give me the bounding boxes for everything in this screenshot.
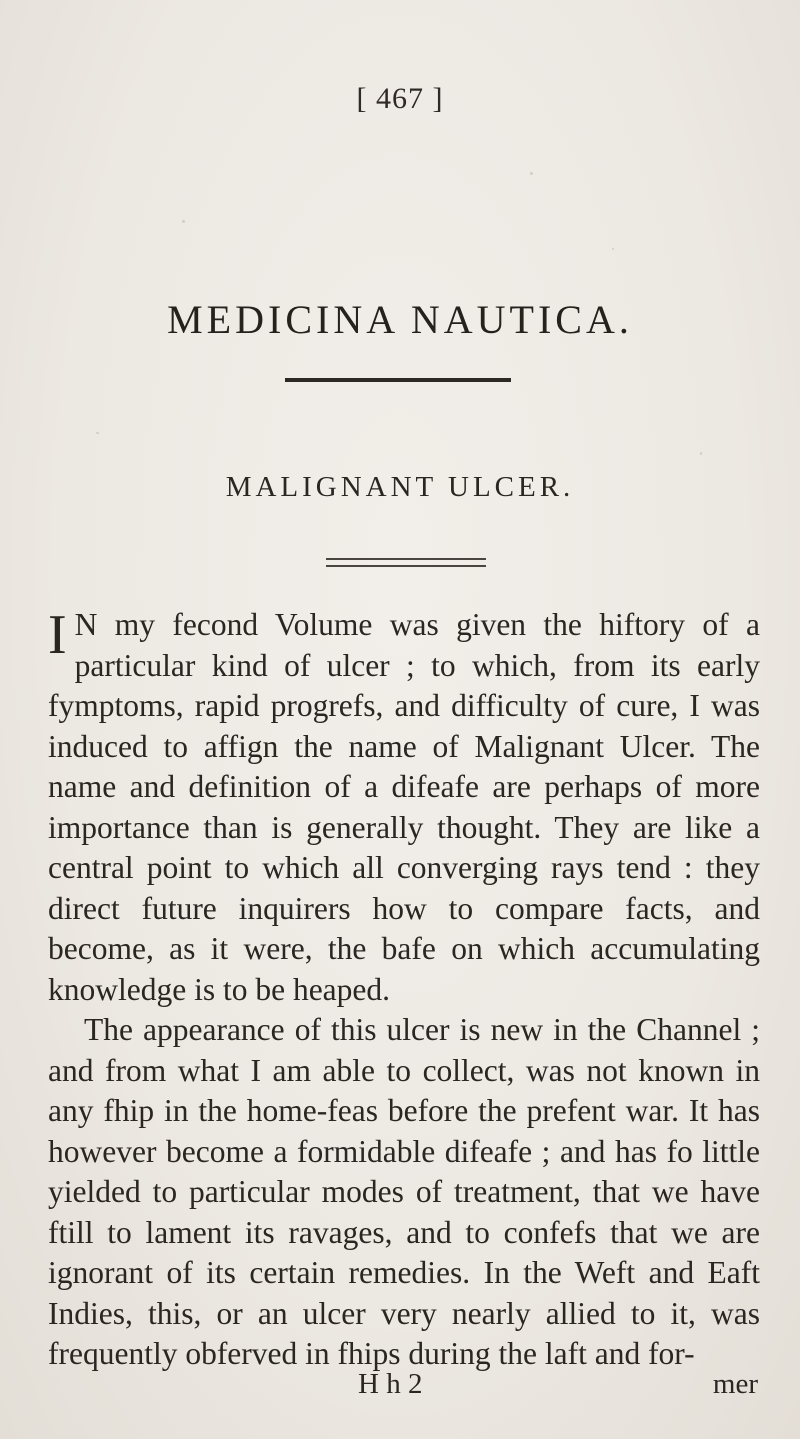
section-title: MALIGNANT ULCER. xyxy=(225,471,575,503)
paper-speck xyxy=(96,432,99,434)
page-footer xyxy=(0,1368,800,1408)
page-number: [ 467 ] xyxy=(356,82,444,115)
paper-speck xyxy=(700,452,702,455)
paragraph-2: The appearance of this ulcer is new in the Channel ; and from what I am able to collect, was not known in any fhip in the home-feas before the prefent war. It has however become a formidable difeafe ; and has fo little yielded to particular modes of treatment, that we have ftill to lament its ravages, and to confefs that we are ignorant of its certain remedies. In the Weft and Eaft Indies, this, or an ulcer very nearly allied to it, was frequently obferved in fhips during the laft and for- xyxy=(48,1012,760,1371)
body-text xyxy=(48,605,760,1375)
section-double-rule xyxy=(326,558,486,567)
paragraph-1-text: N my fecond Volume was given the hiftory of a particular kind of ulcer ; to which, from its early fymptoms, rapid progrefs, and difficulty of cure, I was induced to affign the name of Malignant Ulcer. The name and definition of a difeafe are perhaps of more importance than is generally thought. They are like a central point to which all converging rays tend : they direct future inquirers how to compare facts, and become, as it were, the bafe on which accumulating knowledge is to be heaped. xyxy=(48,607,760,1007)
paper-speck xyxy=(182,220,185,223)
paper-speck xyxy=(530,172,533,175)
paper-speck xyxy=(612,248,614,250)
paragraph-1 xyxy=(48,605,760,1010)
drop-cap: I xyxy=(48,604,67,666)
title-rule xyxy=(285,378,511,382)
catchword: mer xyxy=(712,1368,758,1400)
signature-mark: H h 2 xyxy=(358,1368,423,1400)
main-title: MEDICINA NAUTICA. xyxy=(167,297,633,342)
